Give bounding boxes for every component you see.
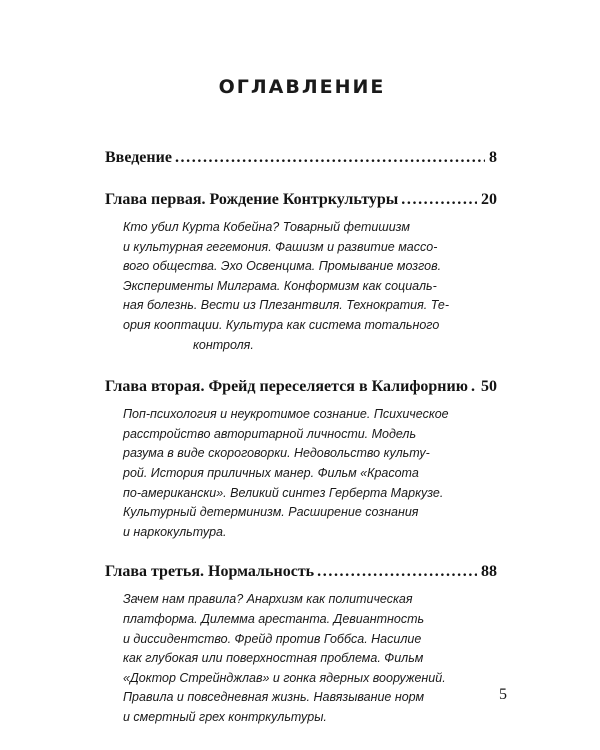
summary-line: рой. История приличных манер. Фильм «Красота bbox=[123, 465, 419, 480]
toc-entry-line[interactable] bbox=[105, 148, 497, 168]
summary-line: ория кооптации. Культура как система тотального bbox=[123, 317, 440, 332]
summary-line: и наркокультура. bbox=[123, 524, 227, 539]
dot-leader bbox=[175, 148, 485, 168]
toc-entry-line[interactable] bbox=[105, 190, 497, 210]
summary-line: по-американски». Великий синтез Герберта Маркузе. bbox=[123, 485, 444, 500]
toc-entry-title: Глава вторая. Фрейд переселяется в Калифорнию bbox=[105, 378, 468, 396]
toc-entry-title: Введение bbox=[105, 149, 172, 166]
toc-entry-page-number: 8 bbox=[489, 149, 497, 166]
toc-entry-line[interactable] bbox=[105, 562, 497, 582]
summary-line: Культурный детерминизм. Расширение сознания bbox=[123, 505, 419, 520]
toc-entry-chapter-1 bbox=[105, 190, 497, 355]
summary-line: Зачем нам правила? Анархизм как политическая bbox=[123, 592, 413, 607]
toc-entry-page-number: 20 bbox=[481, 191, 497, 208]
summary-line: Поп-психология и неукротимое сознание. Психическое bbox=[123, 407, 449, 422]
toc-entry-introduction bbox=[105, 148, 497, 168]
summary-line: Кто убил Курта Кобейна? Товарный фетишизм bbox=[123, 220, 410, 234]
toc-entry-title: Глава третья. Нормальность bbox=[105, 563, 315, 581]
summary-line: вого общества. Эхо Освенцима. Промывание мозгов. bbox=[123, 259, 442, 274]
dot-leader bbox=[471, 377, 477, 397]
summary-line: разума в виде скороговорки. Недовольство культу- bbox=[123, 446, 430, 461]
summary-line: ная болезнь. Вести из Плезантвиля. Технократия. Те- bbox=[123, 298, 450, 313]
table-of-contents bbox=[105, 148, 497, 727]
toc-entry-chapter-3 bbox=[105, 562, 497, 727]
page-title: ОГЛАВЛЕНИЕ bbox=[218, 76, 386, 98]
toc-entry-summary bbox=[123, 218, 453, 355]
toc-entry-line[interactable] bbox=[105, 377, 497, 397]
summary-line: платформа. Дилемма арестанта. Девиантность bbox=[123, 611, 425, 626]
toc-entry-summary bbox=[123, 590, 453, 727]
toc-entry-page-number: 88 bbox=[481, 563, 497, 581]
dot-leader bbox=[317, 562, 477, 582]
toc-entry-title: Глава первая. Рождение Контркультуры bbox=[105, 191, 399, 208]
summary-line: и культурная гегемония. Фашизм и развитие массо- bbox=[123, 239, 438, 254]
summary-line: и диссидентство. Фрейд против Гоббса. Насилие bbox=[123, 631, 422, 646]
summary-line: и смертный грех контркультуры. bbox=[123, 709, 327, 724]
summary-line: контроля. bbox=[193, 337, 254, 352]
summary-line: Правила и повседневная жизнь. Навязывание норм bbox=[123, 690, 425, 705]
summary-line: как глубокая или поверхностная проблема. Фильм bbox=[123, 651, 424, 666]
page-number: 5 bbox=[499, 686, 507, 703]
toc-entry-summary bbox=[123, 405, 453, 542]
summary-line: расстройство авторитарной личности. Модель bbox=[123, 426, 417, 441]
dot-leader bbox=[401, 190, 477, 210]
toc-entry-chapter-2 bbox=[105, 377, 497, 542]
toc-entry-page-number: 50 bbox=[481, 378, 497, 396]
summary-line: Эксперименты Милграма. Конформизм как социаль- bbox=[123, 278, 437, 293]
summary-line: «Доктор Стрейнджлав» и гонка ядерных вооружений. bbox=[123, 670, 446, 685]
